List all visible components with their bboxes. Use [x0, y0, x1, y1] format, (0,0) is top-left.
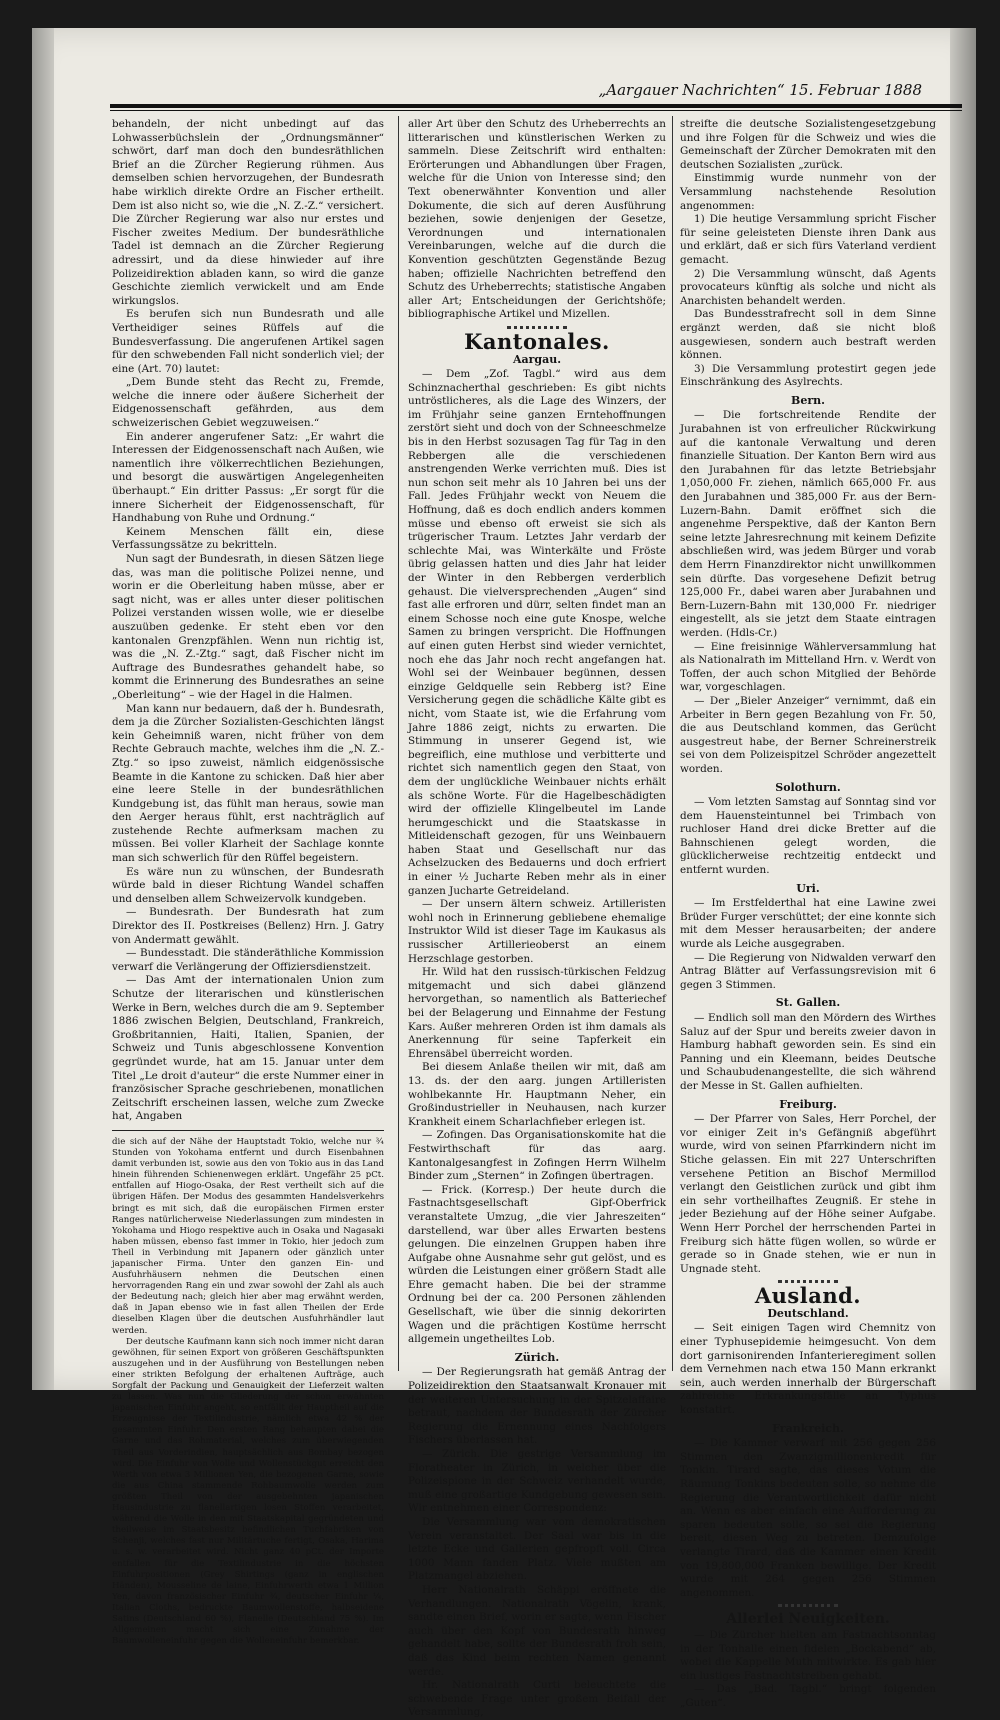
paragraph: 2) Die Versammlung wünscht, daß Agents provocateurs künftig als solche und nicht als Anarchisten behandelt werden. [680, 267, 936, 307]
page-header [110, 77, 962, 105]
paragraph: — Endlich soll man den Mördern des Wirthes Saluz auf der Spur und bereits zweier davon in Hamburg habhaft geworden sein. Es sind ein Panning und ein Kleemann, beides Deutsche und Schaubudenangestellte, die sich während der Messe in St. Gallen aufhielten. [680, 1012, 936, 1092]
paragraph: — Der Regierungsrath hat gemäß Antrag der Polizeidirektion den Staatsanwalt Kronauer mit der weiteren Untersuchung in der Spitzelaffaire betraut, nachdem der Bundesrath der Zürcher Regierung die Ernennung eines Nachfolgers Fischers überlassen hat. [408, 1366, 666, 1447]
paragraph: — Zofingen. Das Organisationskomite hat die Festwirthschaft für das aarg. Kantonalgesangfest in Zofingen Herrn Wilhelm Binder zum „Sternen“ in Zofingen übertragen. [408, 1129, 666, 1183]
paragraph: — Frick. (Korresp.) Der heute durch die Fastnachtsgesellschaft Gipf-Oberfrick veranstaltete Umzug, „die vier Jahreszeiten“ darstellend, war über alles Erwarten bestens gelungen. Die einzelnen Gruppen haben ihre Aufgabe ohne Ausnahme sehr gut gelöst, und es würden die Leistungen einer größern Stadt alle Ehre gemacht haben. Die bei der stramme Ordnung bei der ca. 200 Personen zählenden Gesellschaft, wie über die sinnig dekorirten Wagen und die prächtigen Kostüme herrscht allgemein ungetheiltes Lob. [408, 1183, 666, 1346]
separator [778, 1604, 838, 1607]
page-left-edge [32, 28, 54, 1390]
paragraph: — Bundesstadt. Die ständeräthliche Kommission verwarf die Verlängerung der Offiziersdienstzeit. [112, 947, 384, 973]
paragraph: behandeln, der nicht unbedingt auf das Lohwasserbüchslein der „Ordnungsmänner“ schwört, darf man doch den bundesräthlichen Brief an die Zürcher Regierung rühmen. Aus demselben schien hervorzugehen, der Bundesrath habe wirklich direkte Ordre an Fischer ertheilt. Dem ist also nicht so, wie die „N. Z.-Z.“ versichert. Die Zürcher Regierung war also nur erstes und Fischer zweites Medium. Der bundesräthliche Tadel ist demnach an die Zürcher Regierung adressirt, und da diese hinwieder auf ihre Polizeidirektion abladen kann, so wird die ganze Geschichte ziemlich verwickelt und am Ende wirkungslos. [112, 118, 384, 307]
paragraph: Nun sagt der Bundesrath, in diesen Sätzen liege das, was man die politische Polizei nenne, und worin er die Oberleitung haben müsse, aber er sagt nicht, was er alles unter dieser politischen Polizei verstanden wissen wolle, wie er dieselbe auszuüben gedenke. Er steht eben vor den kantonalen Grenzpfählen. Wenn nun richtig ist, was die „N. Z.-Ztg.“ sagt, daß Fischer nicht im Auftrage des Bundesrathes gehandelt habe, so kommt die Erinnerung des Bundesrathes an seine „Oberleitung“ – wie der Hagel in die Halmen. [112, 553, 384, 701]
paragraph: Einstimmig wurde nunmehr von der Versammlung nachstehende Resolution angenommen: [680, 172, 936, 212]
heading-aargau: Aargau. [512, 352, 562, 366]
paragraph: — Zürich. Die gestrige Versammlung im Floratheater in Zürich, in welcher über die Polizeispione in der Schweiz verhandelt wurde, muß eine großartige Kundgebung gewesen sein. Wir entnehmen einer Correspondenz: [408, 1448, 666, 1515]
paragraph: — Die Kammer verwarf mit 256 gegen 256 Stimmen den Zwanzigmillionenkredit für Tonkin. Tirard sagte, das dieses Votum die Räumung Tonkins bedeuten solle, so nehme die Regierung die Verantwortlichkeit dafür nicht an. Wenn es aber einfach eine Aufforderung zu sparen bedeuten solle, so sei die Regierung bereit, diesen Weg zu betreten. Demzufolge verlangte Tirard, daß die Kammer einen Kredit von 19,800,000 Franken bewillige. Der Kredit wurde mit 264 gegen 256 Stimmen angenommen. [680, 1437, 936, 1599]
section-title-allerlei: Allerlei Neuigkeiten. [726, 1611, 890, 1628]
paragraph: Das Bundesstrafrecht soll in dem Sinne ergänzt werden, daß sie nicht bloß ausgewiesen, sondern auch bestraft werden können. [680, 308, 936, 362]
paragraph: 3) Die Versammlung protestirt gegen jede Einschränkung des Asylrechts. [680, 362, 936, 389]
header-rule-thin [110, 110, 962, 111]
heading-bern: Bern. [791, 393, 825, 407]
paragraph: Es berufen sich nun Bundesrath und alle Vertheidiger seines Rüffels auf die Bundesverfassung. Die angerufenen Artikel sagen für den schwebenden Fall nicht sonderlich viel; der eine (Art. 70) lautet: [112, 308, 384, 375]
heading-solothurn: Solothurn. [775, 780, 841, 794]
paragraph: — Die fortschreitende Rendite der Jurabahnen ist von erfreulicher Rückwirkung auf die kantonale Verwaltung und deren finanzielle Situation. Der Kanton Bern wird aus den Jurabahnen für das letzte Betriebsjahr 1,050,000 Fr. ziehen, nämlich 665,000 Fr. aus den Jurabahnen und 385,000 Fr. aus der Bern-Luzern-Bahn. Damit eröffnet sich die angenehme Perspektive, daß der Kanton Bern seine letzte Jahresrechnung mit keinem Defizite abschließen wird, was jedem Bürger und vorab dem Herrn Finanzdirektor nicht unwillkommen sein dürfte. Das vorgesehene Defizit betrug 125,000 Fr., dabei waren aber Jurabahnen und Bern-Luzern-Bahn mit 130,000 Fr. niedriger eingestellt, als sie jetzt dem Staate eintragen werden. (Hdls-Cr.) [680, 409, 936, 639]
paragraph: — Bundesrath. Der Bundesrath hat zum Direktor des II. Postkreises (Bellenz) Hrn. J. Gatry von Andermatt gewählt. [112, 906, 384, 946]
paragraph: Es wäre nun zu wünschen, der Bundesrath würde bald in dieser Richtung Wandel schaffen und denselben allem Schweizervolk kundgeben. [112, 865, 384, 905]
feuilleton-divider [112, 1130, 384, 1131]
paragraph: Man kann nur bedauern, daß der h. Bundesrath, dem ja die Zürcher Sozialisten-Geschichten längst kein Geheimniß waren, nicht früher von dem Rechte Gebrauch machte, welches ihm die „N. Z.-Ztg.“ so ipso zuweist, nämlich eidgenössische Beamte in die Kantone zu schicken. Daß hier aber eine leere Stelle in der bundesräthlichen Kundgebung ist, das fühlt man heraus, sowie man den Aerger heraus fühlt, erst nachträglich auf zustehende Rechte aufmerksam machen zu müssen. Bei voller Klarheit der Sachlage konnte man sich schwerlich für den Rüffel begeistern. [112, 702, 384, 865]
header-title: „Aargauer Nachrichten“ 15. Februar 1888 [598, 81, 922, 99]
paragraph: — Das „Bad. Tagbl.“ bringt folgenden „Guten“. [680, 1683, 936, 1709]
paragraph: — Eine freisinnige Wählerversammlung hat als Nationalrath im Mittelland Hrn. v. Werdt von Toffen, der auch schon Mitglied der Behörde war, vorgeschlagen. [680, 640, 936, 694]
feuilleton-paragraph: die sich auf der Nähe der Hauptstadt Tokio, welche nur ¾ Stunden von Yokohama entfernt und durch Eisenbahnen damit verbunden ist, sowie aus den von Tokio aus in das Land hinein führenden Schienenwegen erklärt. Ungefähr 25 pCt. entfallen auf Hiogo-Osaka, der Rest vertheilt sich auf die übrigen Häfen. Der Modus des gesammten Handelsverkehrs bringt es mit sich, daß die europäischen Firmen erster Ranges natürlicherweise Niederlassungen zum mindesten in Yokohama und Hiogo respektive auch in Osaka und Nagasaki haben müssen, ebenso fast immer in Tokio, hier jedoch zum Theil in Verbindung mit Japanern oder gänzlich unter japanischer Firma. Unter den ganzen Ein- und Ausfuhrhäusern nehmen die Deutschen einen hervorragenden Rang ein und zwar sowohl der Zahl als auch der Bedeutung nach; gleich hier aber mag erwähnt werden, daß in Japan ebenso wie in fast allen Theilen der Erde dieselben Klagen über die deutschen Ausfuhrhändler laut werden. [112, 1136, 384, 1336]
heading-frankreich: Frankreich. [772, 1421, 844, 1435]
column-divider-1 [398, 116, 399, 1371]
column-1 [112, 118, 384, 1647]
header-rule-thick [110, 104, 962, 108]
paragraph: — Seit einigen Tagen wird Chemnitz von einer Typhusepidemie heimgesucht. Von dem dort garnisonirenden Infanterieregiment sollen dem Vernehmen nach etwa 150 Mann erkrankt sein, auch werden innerhalb der Bürgerschaft zahlreiche Erkrankungsfälle an Typhus konstatirt. [680, 1322, 936, 1417]
paragraph: Die Versammlung war vom demokratischen Verein veranstaltet. Der Saal war bis in die letzte Ecke und Gallerien gepfropft voll. Circa 1000 Mann fanden Platz. Viele mußten am Platzmangel abziehen. [408, 1515, 666, 1583]
feuilleton [112, 1137, 384, 1647]
column-divider-2 [672, 116, 673, 1371]
paragraph: — Vom letzten Samstag auf Sonntag sind vor dem Hauensteintunnel bei Trimbach von ruchloser Hand drei dicke Bretter auf die Bahnschienen gelegt worden, die glücklicherweise rechtzeitig entdeckt und entfernt wurden. [680, 796, 936, 877]
paragraph: Bei diesem Anlaße theilen wir mit, daß am 13. ds. der den aarg. jungen Artilleristen wohlbekannte Hr. Hauptmann Neher, ein Großindustrieller in Neuhausen, nach kurzer Krankheit einem Scharlachfieber erlegen ist. [408, 1061, 666, 1128]
heading-zuerich: Zürich. [514, 1350, 560, 1364]
paragraph: — Der unsern ältern schweiz. Artilleristen wohl noch in Erinnerung gebliebene ehemalige Instruktor Wild ist dieser Tage im Kaukasus als russischer Artillerieoberst an einem Herzschlage gestorben. [408, 898, 666, 965]
paragraph: — Der „Bieler Anzeiger“ vernimmt, daß ein Arbeiter in Bern gegen Bezahlung von Fr. 50, die aus Deutschland kommen, das Gerücht ausgestreut habe, der Berner Schreinerstreik sei von dem Polizeispitzel Schröder angezettelt worden. [680, 694, 936, 775]
paragraph: Keinem Menschen fällt ein, diese Verfassungssätze zu bekritteln. [112, 525, 384, 552]
paragraph: aller Art über den Schutz des Urheberrechts an litterarischen und künstlerischen Werken zu sammeln. Diese Zeitschrift wird enthalten: Erörterungen und Abhandlungen über Fragen, welche für die Union von Interesse sind; den Text obenerwähnter Konvention und aller Dokumente, die sich auf deren Ausführung beziehen, sowie denjenigen der Gesetze, Verordnungen und internationalen Vereinbarungen, welche auf die durch die Konvention geschützten Gegenstände Bezug haben; offizielle Nachrichten betreffend den Schutz des Urheberrechts; statistische Angaben aller Art; Entscheidungen der Gerichtshöfe; bibliographische Artikel und Mizellen. [408, 118, 666, 321]
paragraph: — Der Pfarrer von Sales, Herr Porchel, der vor einiger Zeit in's Gefängniß abgeführt wurde, wird von seinen Pfarrkindern nicht im Stiche gelassen. Ein mit 227 Unterschriften versehene Petition an Bischof Mermillod verlangt den Geistlichen zurück und gibt ihm ein sehr vortheilhaftes Zeugniß. Er stehe in jeder Beziehung auf der Höhe seiner Aufgabe. Wenn Herr Porchel der herrschenden Partei in Freiburg sich hätte fügen wollen, so würde er gerade so in Gnade stehen, wie er nun in Ungnade steht. [680, 1113, 936, 1275]
paragraph: — Dem „Zof. Tagbl.“ wird aus dem Schinznacherthal geschrieben: Es gibt nichts untröstlicheres, als die Lage des Winzers, der im Frühjahr seine ganzen Erntehoffnungen zerstört sieht und doch von der Schneeschmelze bis in den Herbst sozusagen Tag für Tag in den Rebbergen alle die verschiedenen anstrengenden Werke verrichten muß. Dies ist nun schon seit mehr als 10 Jahren bei uns der Fall. Jedes Frühjahr weckt von Neuem die Hoffnung, daß es doch endlich anders kommen müsse und ebenso oft erweist sie sich als trügerischer Traum. Letztes Jahr verdarb der schlechte Mai, was Winterkälte und Fröste übrig gelassen hatten und dies Jahr hat leider der Winter in den Rebbergen verderblich gehaust. Die vielversprechenden „Augen“ sind fast alle erfroren und dürr, selten findet man an einem Schosse noch eine gute Knospe, welche Samen zu bringen verspricht. Die Hoffnungen auf einen guten Herbst sind wieder vernichtet, noch ehe das Jahr noch recht angefangen hat. Wohl sei der Weinbauer begünnen, dessen einzige Geldquelle sein Rebberg ist? Eine Versicherung gegen die schädliche Kälte gibt es nicht, vom Staate ist, wie die Erfahrung vom Jahre 1886 zeigt, nichts zu erwarten. Die Stimmung in unserer Gegend ist, wie begreiflich, eine muthlose und verbitterte und richtet sich namentlich gegen den Staat, von dem der unglückliche Weinbauer nichts erhält als schöne Worte. Für die Hagelbeschädigten wird der offizielle Klingelbeutel im Lande herumgeschickt und die Staatskasse in Mitleidenschaft gezogen, für uns Weinbauern haben Staat und Gesellschaft nur das Achselzucken des Bedauerns und doch erfriert in einer ½ Jucharte Reben mehr als in einer ganzen Jucharte Getreideland. [408, 368, 666, 897]
column-2 [408, 118, 666, 1719]
paragraph: — Das Amt der internationalen Union zum Schutze der literarischen und künstlerischen Werke in Bern, welches durch die am 9. September 1886 zwischen Belgien, Deutschland, Frankreich, Großbritannien, Haiti, Italien, Spanien, der Schweiz und Tunis abgeschlossene Konvention gegründet wurde, hat am 15. Januar unter dem Titel „Le droit d'auteur“ die erste Nummer einer in französischer Sprache geschriebenen, monatlichen Zeitschrift erscheinen lassen, welche zum Zwecke hat, Angaben [112, 974, 384, 1123]
paragraph: „Dem Bunde steht das Recht zu, Fremde, welche die innere oder äußere Sicherheit der Eidgenossenschaft gefährden, aus dem schweizerischen Gebiet wegzuweisen.“ [112, 376, 384, 430]
heading-uri: Uri. [796, 881, 820, 895]
heading-st-gallen: St. Gallen. [775, 996, 841, 1010]
paragraph: — Die Regierung von Nidwalden verwarf den Antrag Blätter auf Verfassungsrevision mit 6 gegen 3 Stimmen. [680, 951, 936, 991]
section-title-ausland: Ausland. [754, 1283, 862, 1309]
paragraph: streifte die deutsche Sozialistengesetzgebung und ihre Folgen für die Schweiz und wies die Gemeinschaft der Zürcher Demokraten mit den deutschen Sozialisten „zurück. [680, 118, 936, 171]
paragraph: Hr. Wild hat den russisch-türkischen Feldzug mitgemacht und sich dabei glänzend hervorgethan, so namentlich als Batteriechef bei der Belagerung und Einnahme der Festung Kars. Außer mehreren Orden ist ihm damals als Anerkennung für seine Tapferkeit ein Ehrensäbel überreicht worden. [408, 966, 666, 1060]
paragraph: — Die Zürcher hielten am Fastnachtsonntag in der Tonhalle einen fidelen „Bockabend“ ab, wobei die Kappelle Muth mitwirkte. Es gab hier ein lustiges Fastnachtstreiben gehabt. [680, 1628, 936, 1682]
heading-freiburg: Freiburg. [779, 1097, 837, 1111]
paragraph: Ein anderer angerufener Satz: „Er wahrt die Interessen der Eidgenossenschaft nach Außen, wie namentlich ihre völkerrechtlichen Beziehungen, und besorgt die auswärtigen Angelegenheiten überhaupt.“ Ein dritter Passus: „Er sorgt für die innere Sicherheit der Eidgenossenschaft, für Handhabung von Ruhe und Ordnung.“ [112, 430, 384, 525]
section-title-kantonales: Kantonales. [464, 328, 610, 354]
paragraph: 1) Die heutige Versammlung spricht Fischer für seine geleisteten Dienste ihren Dank aus und erklärt, daß er sich fürs Vaterland verdient gemacht. [680, 213, 936, 266]
paragraph: Hr. Nationalrath Curti beleuchtete die schwebende Frage unter großem Beifall der Versammlung, [408, 1679, 666, 1719]
column-3 [680, 118, 936, 1709]
page-right-edge [950, 28, 976, 1390]
paragraph: — Im Erstfelderthal hat eine Lawine zwei Brüder Furger verschüttet; der eine konnte sich mit dem Messer herausarbeiten; der andere wurde als Leiche ausgegraben. [680, 897, 936, 951]
paragraph: Herr Nationalrath Schäppi eröffnete die Verhandlungen. Nationalrath Vögelin, krank, sandte einen Brief, worin er sagte, wenn Fischer auch über den Kopf von Bundesrath hinweg gehandelt habe, sollte der Bundesrath froh sein, daß das Kind beim rechten Namen genannt werde. [408, 1583, 666, 1678]
feuilleton-paragraph: Der deutsche Kaufmann kann sich noch immer nicht daran gewöhnen, für seinen Export von größeren Geschäftspunkten auszugehen und in der Ausführung von Bestellungen neben einer strikten Befolgung der erhaltenen Aufträge, auch Sorgfalt der Packung und Genauigkeit der Lieferzeit walten zu lassen. Was nun die Gliederung der schon erwähnten japanischen Einfuhr angeht, so entfällt der Hauptheil auf die Erzeugnisse der Textilindustrie, nämlich etwa 42 % der gesammten Einfuhr. Den ersten Rang behaupten dabei die Garne und das Rohmaterial, welches zum überwiegenden Theil aus Vorderindien, hauptsächlich aus Bombay bezogen wird. Die Einfuhr von Wolle und Wollenstückgut erreicht den Werth von etwa 3 Millionen Yen, die bezogenen Garne, sowie die aus China stammende Rohbaumwolle werden zum größten Theil von der ausgebehnten japanischen Hausindustrie zu flanellartigen losen Stoffen verarbeitet, während die Wolle in den mit Staatskapital gegründeten und theilweise im Staatsbesitz befindlichen Tuchfabriken von Schenji, welches fast nur Militärtuche fertigt, Osaka, Harima u. s. w. verarbeitet wird. Nicht ganz 40 pCt. der Importe entfallen für die Textilindustrie in die höchsten Einfuhrpositionen (Grey Shirtings (ganz in englischen Händen), Mousseline de laine, Einfuhrwerth etwa 1 Million Yen, davon französischer Einfuhr ¾, deutscher Einfuhr ¼, Italian Cloths, bedruckte Baumwollenstoffe, halbseidene Satins (Deutschland 60 %), Flanelle (Deutschland 75 %). Im Allgemeinen macht sich eine Zunahme der Baumwolleneinfuhr gegen die Wolleneinfuhr bemerkbar. [112, 1336, 384, 1647]
heading-deutschland: Deutschland. [767, 1306, 849, 1320]
